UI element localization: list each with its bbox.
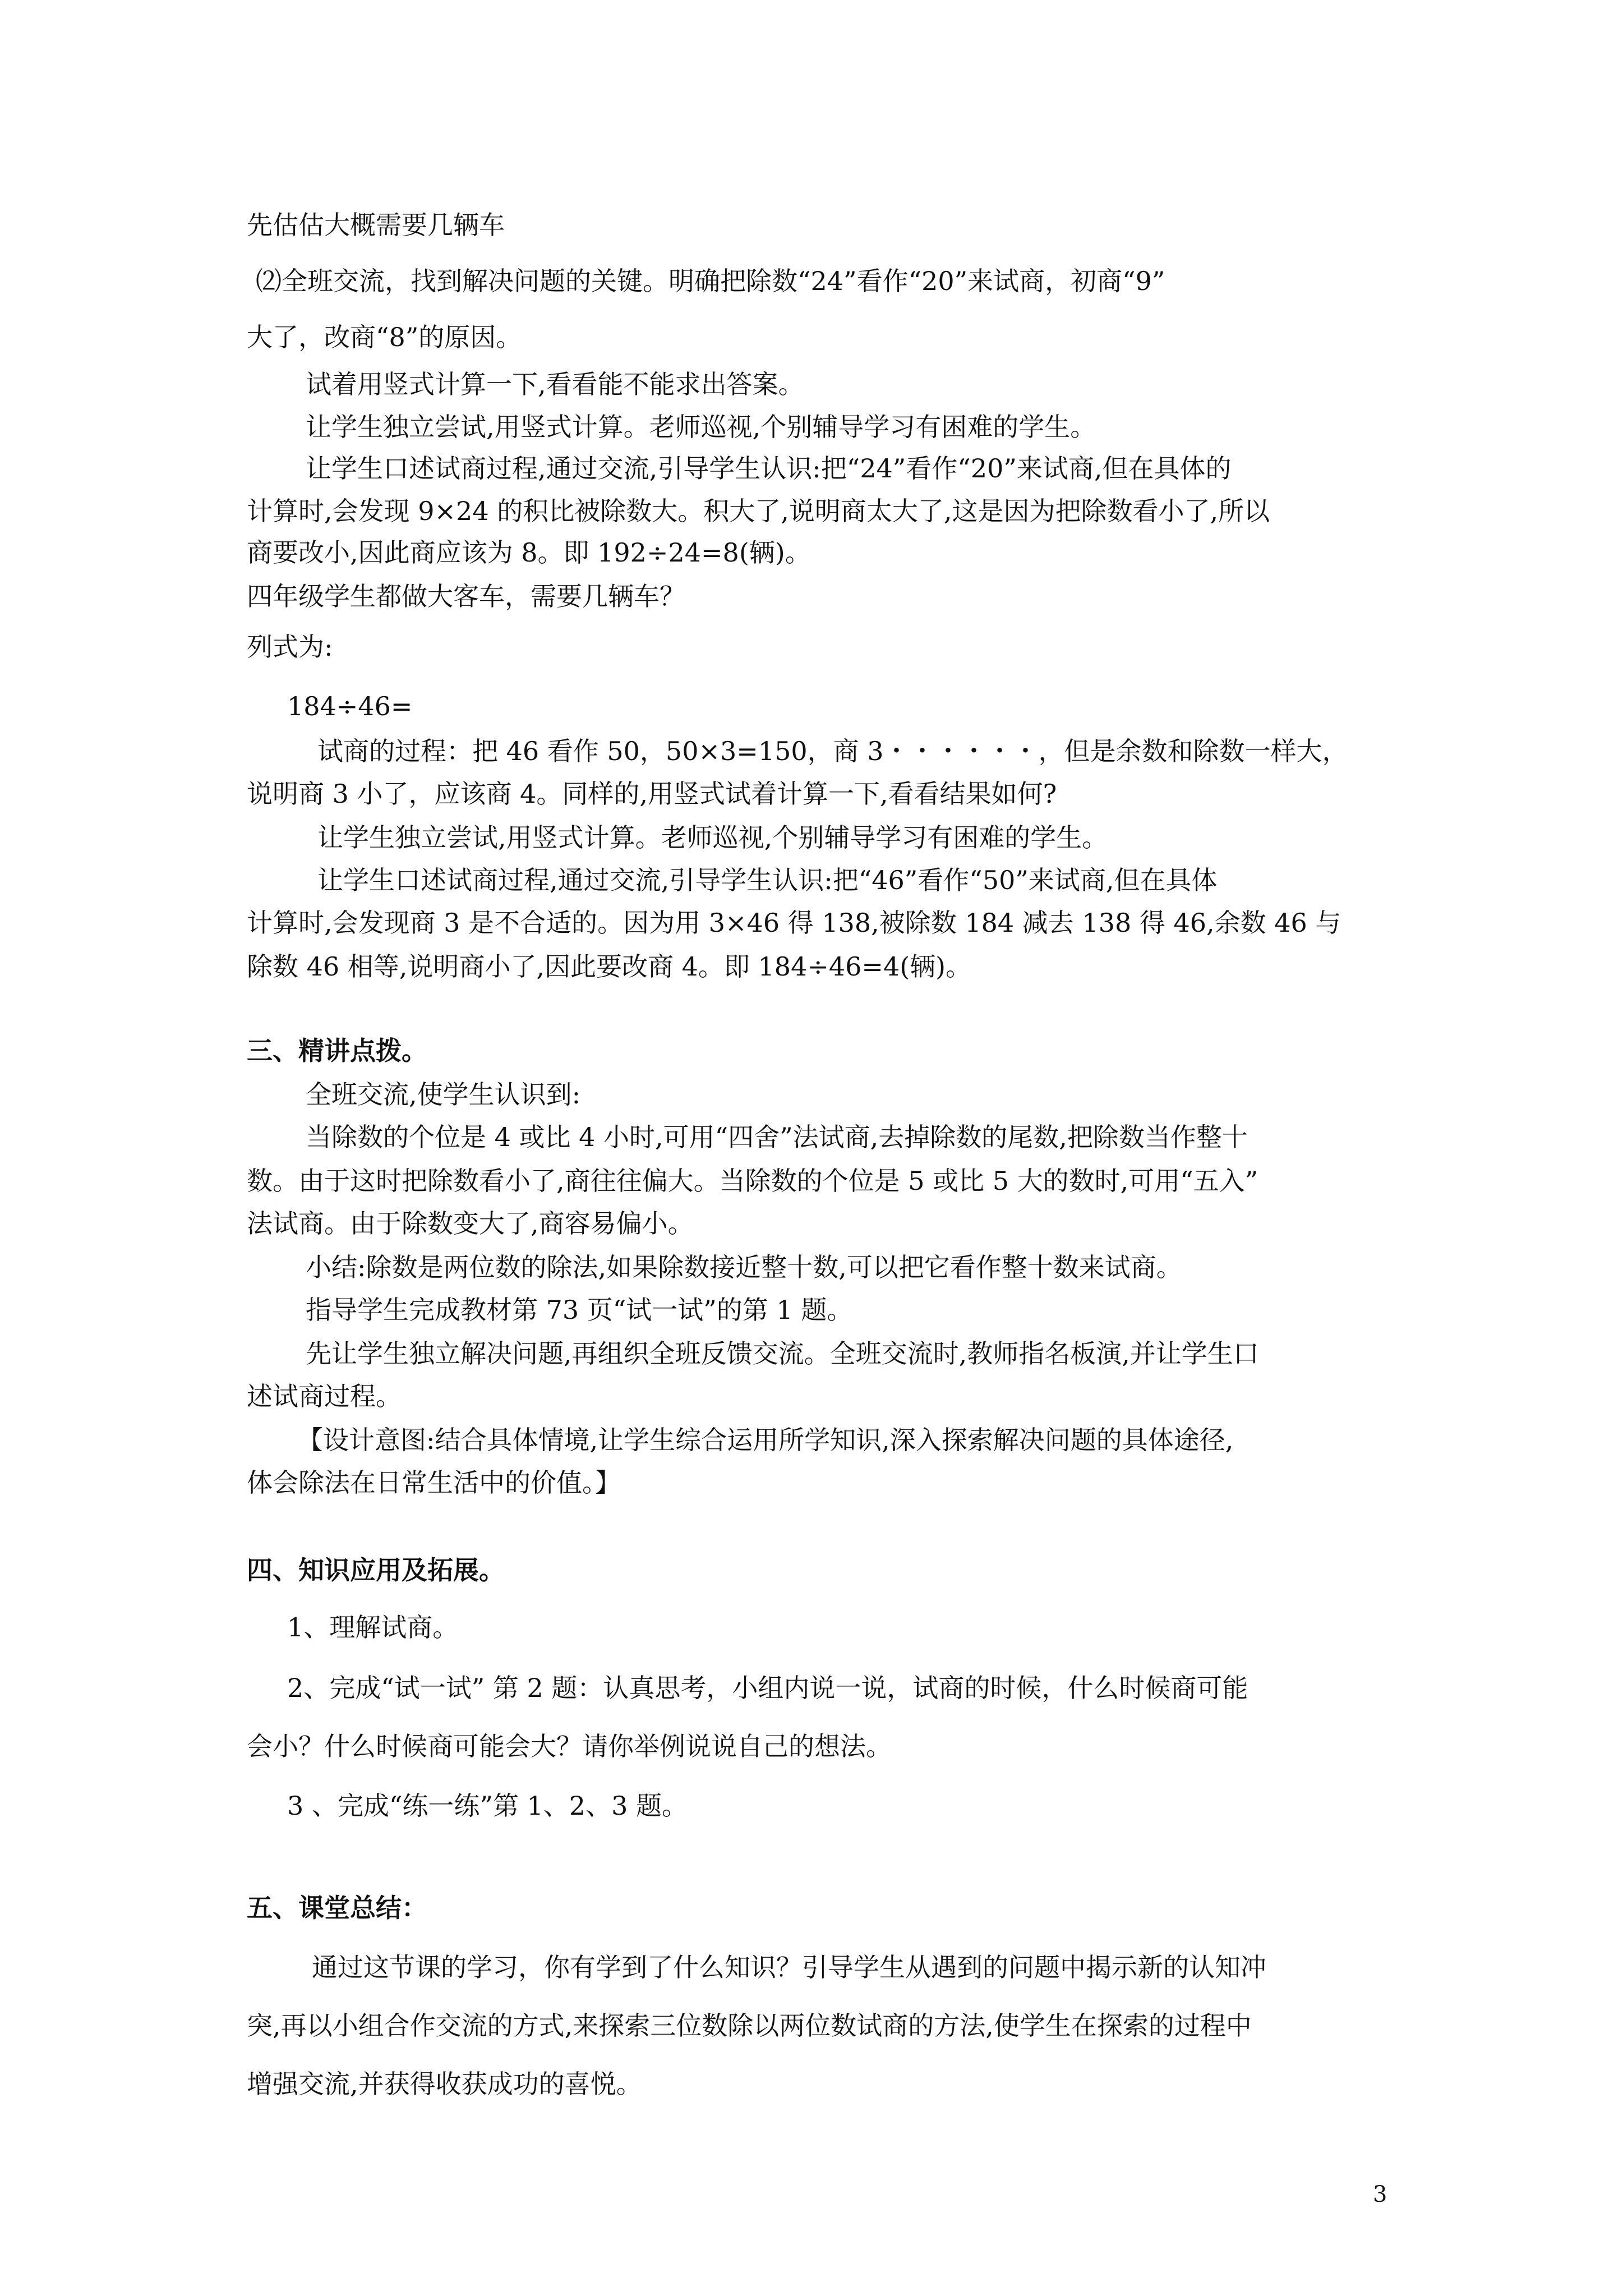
text-line: 先让学生独立解决问题,再组织全班反馈交流。全班交流时,教师指名板演,并让学生口	[306, 1338, 1259, 1369]
text-line: 会小？什么时候商可能会大？请你举例说说自己的想法。	[247, 1731, 892, 1761]
text-line: 先估估大概需要几辆车	[247, 210, 505, 240]
text-line: 数。由于这时把除数看小了,商往往偏大。当除数的个位是 5 或比 5 大的数时,可用“五入”	[247, 1166, 1258, 1196]
text-line: 试商的过程：把 46 看作 50，50×3=150，商 3・・・・・・，但是余数和除数一样大，	[317, 736, 1348, 766]
text-line: 让学生独立尝试,用竖式计算。老师巡视,个别辅导学习有困难的学生。	[317, 822, 1108, 853]
text-line: 指导学生完成教材第 73 页“试一试”的第 1 题。	[306, 1295, 853, 1325]
text-line: 1、理解试商。	[287, 1612, 459, 1642]
text-line: 计算时,会发现 9×24 的积比被除数大。积大了,说明商太大了,这是因为把除数看小了,所以	[247, 496, 1270, 526]
text-line: 突,再以小组合作交流的方式,来探索三位数除以两位数试商的方法,使学生在探索的过程中	[247, 2010, 1252, 2041]
text-line: 说明商 3 小了，应该商 4。同样的,用竖式试着计算一下,看看结果如何?	[247, 779, 1057, 809]
text-line: 小结:除数是两位数的除法,如果除数接近整十数,可以把它看作整十数来试商。	[306, 1252, 1182, 1282]
text-line: 让学生口述试商过程,通过交流,引导学生认识:把“46”看作“50”来试商,但在具体	[317, 865, 1218, 895]
text-line: 述试商过程。	[247, 1381, 402, 1411]
text-line: 让学生独立尝试,用竖式计算。老师巡视,个别辅导学习有困难的学生。	[306, 412, 1096, 442]
text-line: 法试商。由于除数变大了,商容易偏小。	[247, 1208, 694, 1239]
text-line: ⑵全班交流，找到解决问题的关键。明确把除数“24”看作“20”来试商，初商“9”	[256, 266, 1165, 296]
text-line: 体会除法在日常生活中的价值。】	[247, 1467, 621, 1498]
text-line: 当除数的个位是 4 或比 4 小时,可用“四舍”法试商,去掉除数的尾数,把除数当作整十	[306, 1122, 1248, 1152]
text-line: 全班交流,使学生认识到:	[306, 1079, 581, 1110]
section-heading: 五、课堂总结：	[247, 1893, 427, 1923]
text-line: 试着用竖式计算一下,看看能不能求出答案。	[306, 369, 804, 399]
text-line: 商要改小,因此商应该为 8。即 192÷24=8(辆)。	[247, 537, 811, 568]
text-line: 大了，改商“8”的原因。	[247, 322, 522, 352]
section-heading: 三、精讲点拨。	[247, 1036, 427, 1066]
text-line: 通过这节课的学习，你有学到了什么知识？引导学生从遇到的问题中揭示新的认知冲	[312, 1952, 1266, 1982]
page-number: 3	[1373, 2182, 1387, 2207]
text-line: 2、完成“试一试” 第 2 题：认真思考，小组内说一说，试商的时候，什么时候商可能	[287, 1673, 1248, 1703]
text-line: 【设计意图:结合具体情境,让学生综合运用所学知识,深入探索解决问题的具体途径,	[297, 1425, 1234, 1455]
text-line: 让学生口述试商过程,通过交流,引导学生认识:把“24”看作“20”来试商,但在具体的	[306, 453, 1232, 484]
text-line: 四年级学生都做大客车，需要几辆车？	[247, 581, 685, 611]
text-line: 184÷46=	[287, 691, 413, 721]
text-line: 列式为:	[247, 632, 333, 662]
text-line: 3 、完成“练一练”第 1、2、3 题。	[287, 1791, 688, 1821]
text-line: 计算时,会发现商 3 是不合适的。因为用 3×46 得 138,被除数 184 减去 138 得 46,余数 46 与	[247, 908, 1341, 938]
text-line: 除数 46 相等,说明商小了,因此要改商 4。即 184÷46=4(辆)。	[247, 951, 972, 982]
section-heading: 四、知识应用及拓展。	[247, 1555, 505, 1585]
text-line: 增强交流,并获得收获成功的喜悦。	[247, 2069, 642, 2099]
